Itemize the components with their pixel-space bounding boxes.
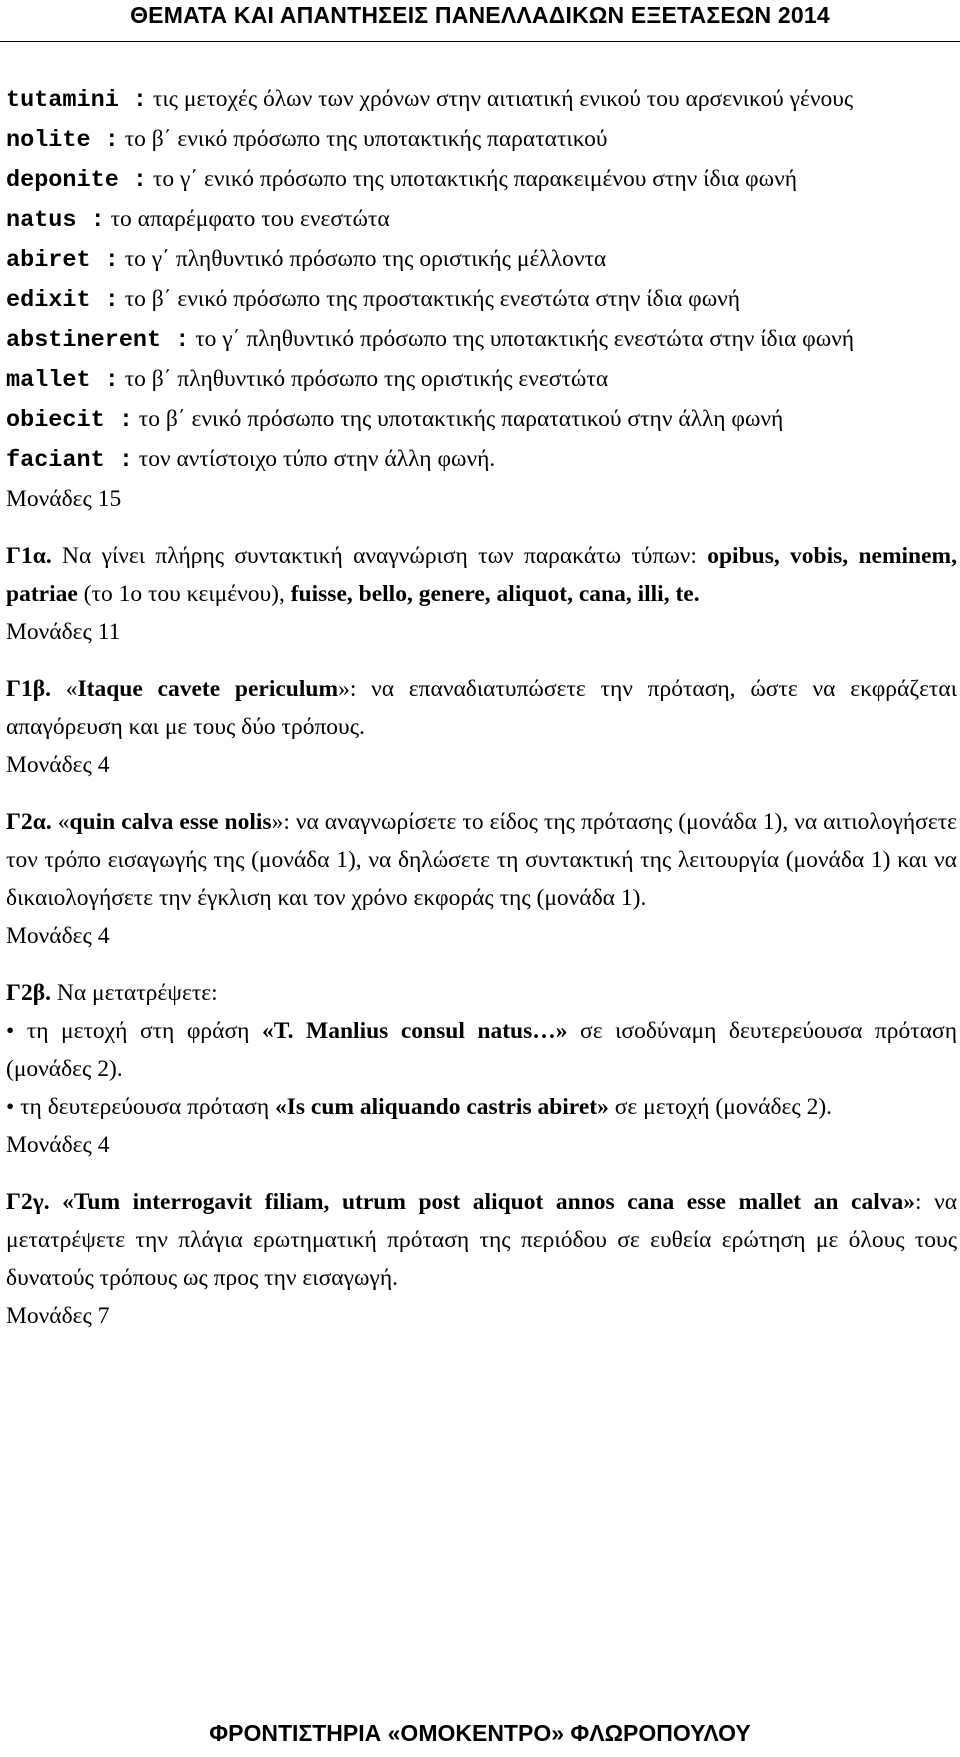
bullet-item xyxy=(6,1088,957,1126)
glossary-item xyxy=(6,320,957,360)
glossary-item xyxy=(6,400,957,440)
latin-phrase: «T. Manlius consul natus…» xyxy=(261,1018,568,1044)
glossary-term: tutamini : xyxy=(6,87,148,114)
question-g2b xyxy=(6,974,957,1012)
glossary-item xyxy=(6,200,957,240)
latin-phrase: «Is cum aliquando castris abiret» xyxy=(275,1094,609,1120)
glossary-item xyxy=(6,160,957,200)
latin-phrase: quin calva esse nolis xyxy=(69,809,272,835)
glossary-desc: τις μετοχές όλων των χρόνων στην αιτιατική ενικού του αρσενικού γένους xyxy=(147,86,854,112)
question-text: « xyxy=(51,809,70,835)
page-header: ΘΕΜΑΤΑ ΚΑΙ ΑΠΑΝΤΗΣΕΙΣ ΠΑΝΕΛΛΑΔΙΚΩΝ ΕΞΕΤΑΣΕΩΝ 2014 xyxy=(0,0,960,42)
glossary-desc: το γ΄ πληθυντικό πρόσωπο της υποτακτικής ενεστώτα στην ίδια φωνή xyxy=(189,326,855,352)
glossary-desc: το β΄ ενικό πρόσωπο της υποτακτικής παρατατικού xyxy=(118,126,608,152)
glossary-list xyxy=(6,80,957,480)
glossary-item xyxy=(6,280,957,320)
marks-label: Μονάδες 15 xyxy=(6,486,122,512)
bullet-text: σε μετοχή (μονάδες 2). xyxy=(608,1094,833,1120)
glossary-desc: το απαρέμφατο του ενεστώτα xyxy=(104,206,390,232)
glossary-desc: το β΄ ενικό πρόσωπο της υποτακτικής παρατατικού στην άλλη φωνή xyxy=(132,406,784,432)
latin-phrase: Itaque cavete periculum xyxy=(77,676,339,702)
question-tag: Γ1β. xyxy=(6,676,51,702)
glossary-term: abstinerent : xyxy=(6,327,190,354)
question-text: »: να αναγνωρίσετε το είδος της πρότασης (μονάδα 1), να αιτιολογήσετε τον τρόπο εισαγωγής της (μονάδα 1), να δηλώσετε τη συντακτική της λειτουργία (μονάδα 1) και να δικαιολογήσετε την έγκλιση και τον χρόνο εκφοράς της (μονάδα 1). xyxy=(6,809,958,911)
question-text: « xyxy=(50,676,78,702)
glossary-term: faciant : xyxy=(6,447,133,474)
latin-forms: opibus, vobis, neminem, patriae xyxy=(6,543,958,607)
bullet-text: σε ισοδύναμη δευτερεύουσα πρόταση (μονάδες 2). xyxy=(6,1018,957,1082)
glossary-term: mallet : xyxy=(6,367,119,394)
glossary-item xyxy=(6,440,957,480)
page-footer: ΦΡΟΝΤΙΣΤΗΡΙΑ «ΟΜΟΚΕΝΤΡΟ» ΦΛΩΡΟΠΟΥΛΟΥ xyxy=(209,1720,751,1746)
question-text: »: να επαναδιατυπώσετε την πρόταση, ώστε να εκφράζεται απαγόρευση και με τους δύο τρόπους. xyxy=(6,676,958,740)
glossary-desc: το β΄ ενικό πρόσωπο της προστακτικής ενεστώτα στην ίδια φωνή xyxy=(118,286,741,312)
latin-phrase: «Tum interrogavit filiam, utrum post aliquot annos cana esse mallet an calva» xyxy=(49,1189,915,1215)
glossary-desc: το β΄ πληθυντικό πρόσωπο της οριστικής ενεστώτα xyxy=(118,366,609,392)
page-content xyxy=(6,80,957,1335)
glossary-term: nolite : xyxy=(6,127,119,154)
question-tag: Γ2β. xyxy=(6,980,51,1006)
glossary-term: edixit : xyxy=(6,287,119,314)
question-g1b xyxy=(6,670,957,746)
question-g2a xyxy=(6,803,957,917)
question-text: Να μετατρέψετε: xyxy=(50,980,218,1006)
glossary-desc: το γ΄ ενικό πρόσωπο της υποτακτικής παρακειμένου στην ίδια φωνή xyxy=(147,166,797,192)
question-text: (το 1ο του κειμένου), xyxy=(77,581,291,607)
question-g1a xyxy=(6,537,957,613)
question-tag: Γ2γ. xyxy=(6,1189,50,1215)
question-text: : να μετατρέψετε την πλάγια ερωτηματική πρόταση της περιόδου σε ευθεία ερώτηση με όλους τους δυνατούς τρόπους ως προς την εισαγωγή. xyxy=(6,1189,958,1291)
bullet-text: • τη μετοχή στη φράση xyxy=(6,1018,262,1044)
question-tag: Γ1α. xyxy=(6,543,52,569)
marks-label: Μονάδες 4 xyxy=(6,752,110,778)
bullet-item xyxy=(6,1012,957,1088)
glossary-term: natus : xyxy=(6,207,105,234)
bullet-text: • τη δευτερεύουσα πρόταση xyxy=(6,1094,275,1120)
glossary-item xyxy=(6,80,957,120)
question-g2c xyxy=(6,1183,957,1297)
latin-forms: fuisse, bello, genere, aliquot, cana, illi, te. xyxy=(290,581,700,607)
question-tag: Γ2α. xyxy=(6,809,52,835)
marks-label: Μονάδες 4 xyxy=(6,923,110,949)
glossary-term: abiret : xyxy=(6,247,119,274)
glossary-item xyxy=(6,240,957,280)
glossary-desc: το γ΄ πληθυντικό πρόσωπο της οριστικής μέλλοντα xyxy=(118,246,607,272)
marks-label: Μονάδες 11 xyxy=(6,619,121,645)
question-text: Να γίνει πλήρης συντακτική αναγνώριση των παρακάτω τύπων: xyxy=(51,543,708,569)
glossary-item xyxy=(6,360,957,400)
glossary-item xyxy=(6,120,957,160)
glossary-desc: τον αντίστοιχο τύπο στην άλλη φωνή. xyxy=(132,446,496,472)
glossary-term: deponite : xyxy=(6,167,148,194)
marks-label: Μονάδες 4 xyxy=(6,1132,110,1158)
marks-label: Μονάδες 7 xyxy=(6,1303,110,1329)
glossary-term: obiecit : xyxy=(6,407,133,434)
